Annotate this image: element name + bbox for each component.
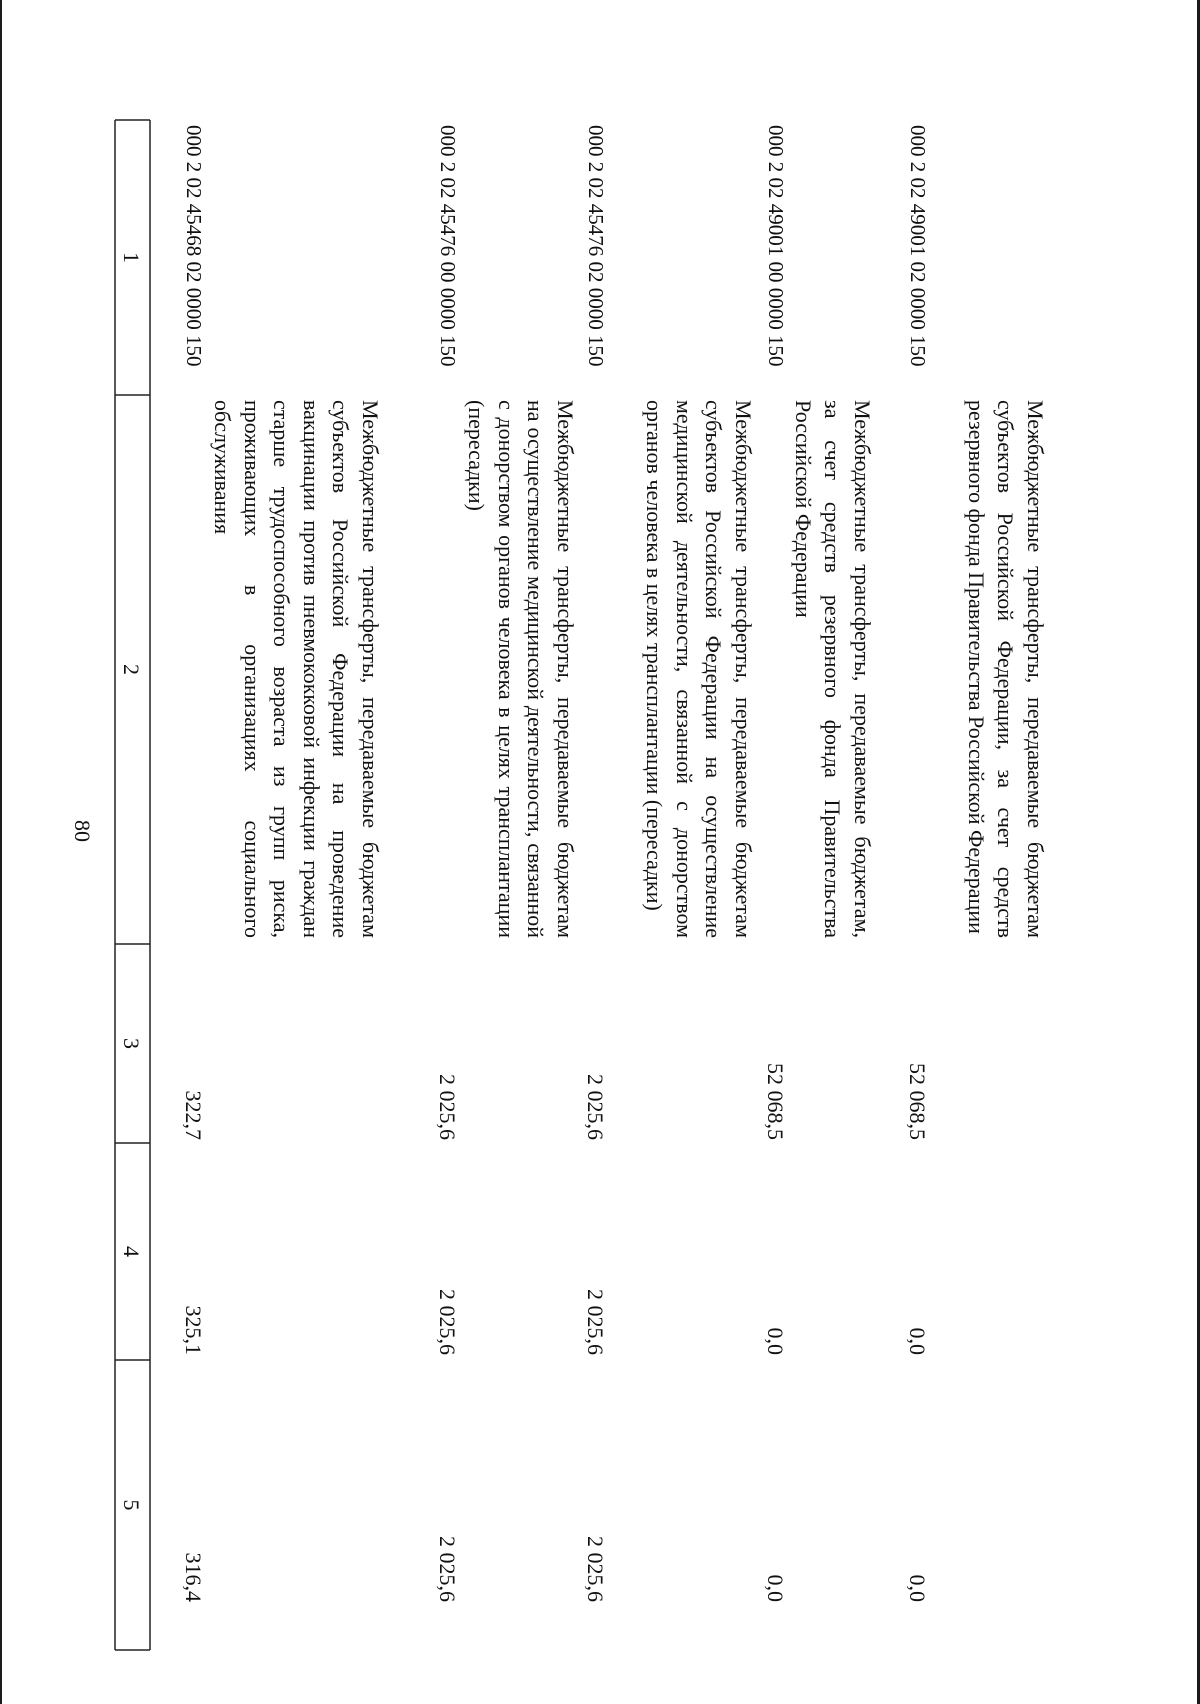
row-1-col4: 325,1 (181, 1305, 206, 1355)
row-1-col5: 316,4 (181, 1552, 206, 1602)
row-2-col3: 2 025,6 (435, 1074, 460, 1140)
row-5-code: 000 2 02 49001 02 0000 150 (906, 125, 930, 367)
row-2-code: 000 2 02 45476 00 0000 150 (436, 125, 460, 367)
page-number: 80 (70, 820, 95, 842)
row-4-col3: 52 068,5 (763, 1063, 788, 1140)
row-3-col4: 2 025,6 (583, 1289, 608, 1355)
row-4-col5: 0,0 (763, 1574, 788, 1602)
column-header-2: 2 (119, 664, 144, 675)
row-1-col3: 322,7 (181, 1090, 206, 1140)
row-1-description: Межбюджетные трансферты, передаваемые бюджетам субъектов Российской Федерации на проведение вакцинации против пневмококковой инфекции граждан старше трудоспособного возраста из групп риска, проживающих в организациях социального обслуживания (210, 400, 383, 938)
row-5-col3: 52 068,5 (905, 1063, 930, 1140)
row-2-description: Межбюджетные трансферты, передаваемые бюджетам на осуществление медицинской деятельности, связанной с донорством органов человека в целях трансплантации (пересадки) (464, 400, 578, 938)
row-2-col5: 2 025,6 (435, 1536, 460, 1602)
row-4-col4: 0,0 (763, 1327, 788, 1355)
row-4-description: Межбюджетные трансферты, передаваемые бюджетам, за счет средств резервного фонда Правительства Российской Федерации (791, 400, 875, 938)
column-header-3: 3 (119, 1038, 144, 1049)
row-3-code: 000 2 02 45476 02 0000 150 (584, 125, 608, 367)
row-3-col5: 2 025,6 (583, 1536, 608, 1602)
row-2-col4: 2 025,6 (435, 1289, 460, 1355)
column-header-4: 4 (119, 1246, 144, 1257)
row-5-description: Межбюджетные трансферты, передаваемые бюджетам субъектов Российской Федерации, за счет средств резервного фонда Правительства Российской Федерации (964, 400, 1048, 938)
column-header-5: 5 (119, 1499, 144, 1511)
column-header-1: 1 (119, 252, 144, 263)
row-3-description: Межбюджетные трансферты, передаваемые бюджетам субъектов Российской Федерации на осуществление медицинской деятельности, связанной с донорством органов человека в целях трансплантации (пересадки) (642, 400, 756, 938)
row-3-col3: 2 025,6 (583, 1074, 608, 1140)
row-4-code: 000 2 02 49001 00 0000 150 (764, 125, 788, 367)
row-1-code: 000 2 02 45468 02 0000 150 (182, 125, 206, 367)
row-5-col5: 0,0 (905, 1574, 930, 1602)
row-5-col4: 0,0 (905, 1327, 930, 1355)
